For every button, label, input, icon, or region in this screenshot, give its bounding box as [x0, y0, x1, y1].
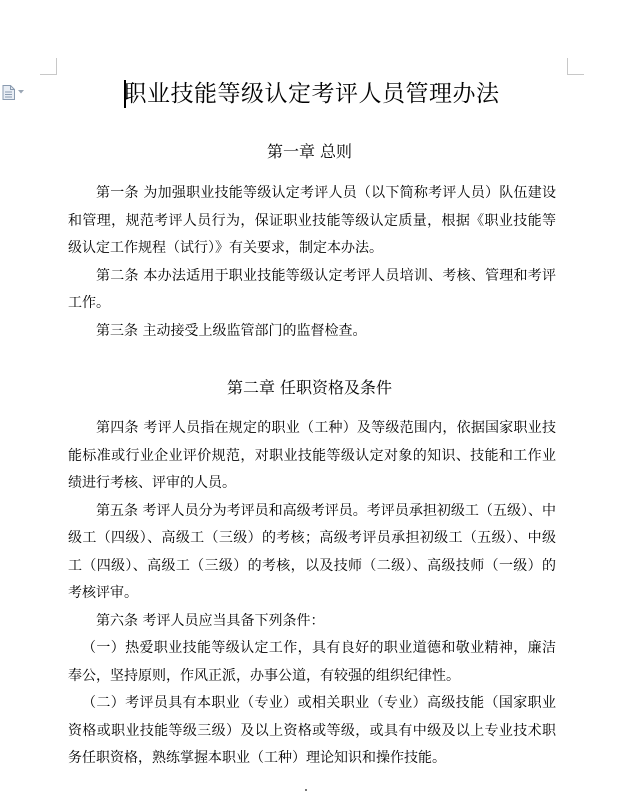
- document-title[interactable]: 职业技能等级认定考评人员管理办法: [123, 81, 500, 107]
- article-paragraph[interactable]: 第四条 考评人员指在规定的职业（工种）及等级范围内，依据国家职业技能标准或行业企业评价规范，对职业技能等级认定对象的知识、技能和工作业绩进行考核、评审的人员。: [68, 420, 556, 491]
- chapter-heading-2[interactable]: 第二章 任职资格及条件: [226, 378, 393, 397]
- article-paragraph[interactable]: 第五条 考评人员分为考评员和高级考评员。考评员承担初级工（五级）、中级工（四级）、高级工（三级）的考核；高级考评员承担初级工（五级）、中级工（四级）、高级工（三级）的考核，以及技师（二级）、高级技师（一级）的考核评审。: [68, 502, 556, 601]
- article-paragraph[interactable]: 第二条 本办法适用于职业技能等级认定考评人员培训、考核、管理和考评工作。: [68, 267, 556, 311]
- margin-corner-top-right: [567, 58, 584, 75]
- article-paragraph[interactable]: 第六条 考评人员应当具备下列条件：: [96, 612, 325, 629]
- article-paragraph[interactable]: 第一条 为加强职业技能等级认定考评人员（以下简称考评人员）队伍建设和管理，规范考评人员行为，保证职业技能等级认定质量，根据《职业技能等级认定工作规程（试行）》有关要求，制定本办法。: [68, 185, 556, 256]
- chapter-heading-1[interactable]: 第一章 总则: [266, 142, 353, 161]
- chapter-2-body[interactable]: [68, 415, 556, 773]
- margin-corner-top-left: [40, 58, 57, 75]
- chapter-1-body[interactable]: [68, 180, 556, 345]
- page-edge-marker: [305, 789, 307, 791]
- list-item[interactable]: （二）考评员具有本职业（专业）或相关职业（专业）高级技能（国家职业资格或职业技能等级三级）及以上资格或等级，或具有中级及以上专业技术职务任职资格，熟练掌握本职业（工种）理论知识和操作技能。: [68, 695, 556, 766]
- list-item[interactable]: （一）热爱职业技能等级认定工作，具有良好的职业道德和敬业精神，廉洁奉公，坚持原则，作风正派，办事公道，有较强的组织纪律性。: [68, 640, 556, 684]
- article-paragraph[interactable]: 第三条 主动接受上级监管部门的监督检查。: [96, 322, 367, 339]
